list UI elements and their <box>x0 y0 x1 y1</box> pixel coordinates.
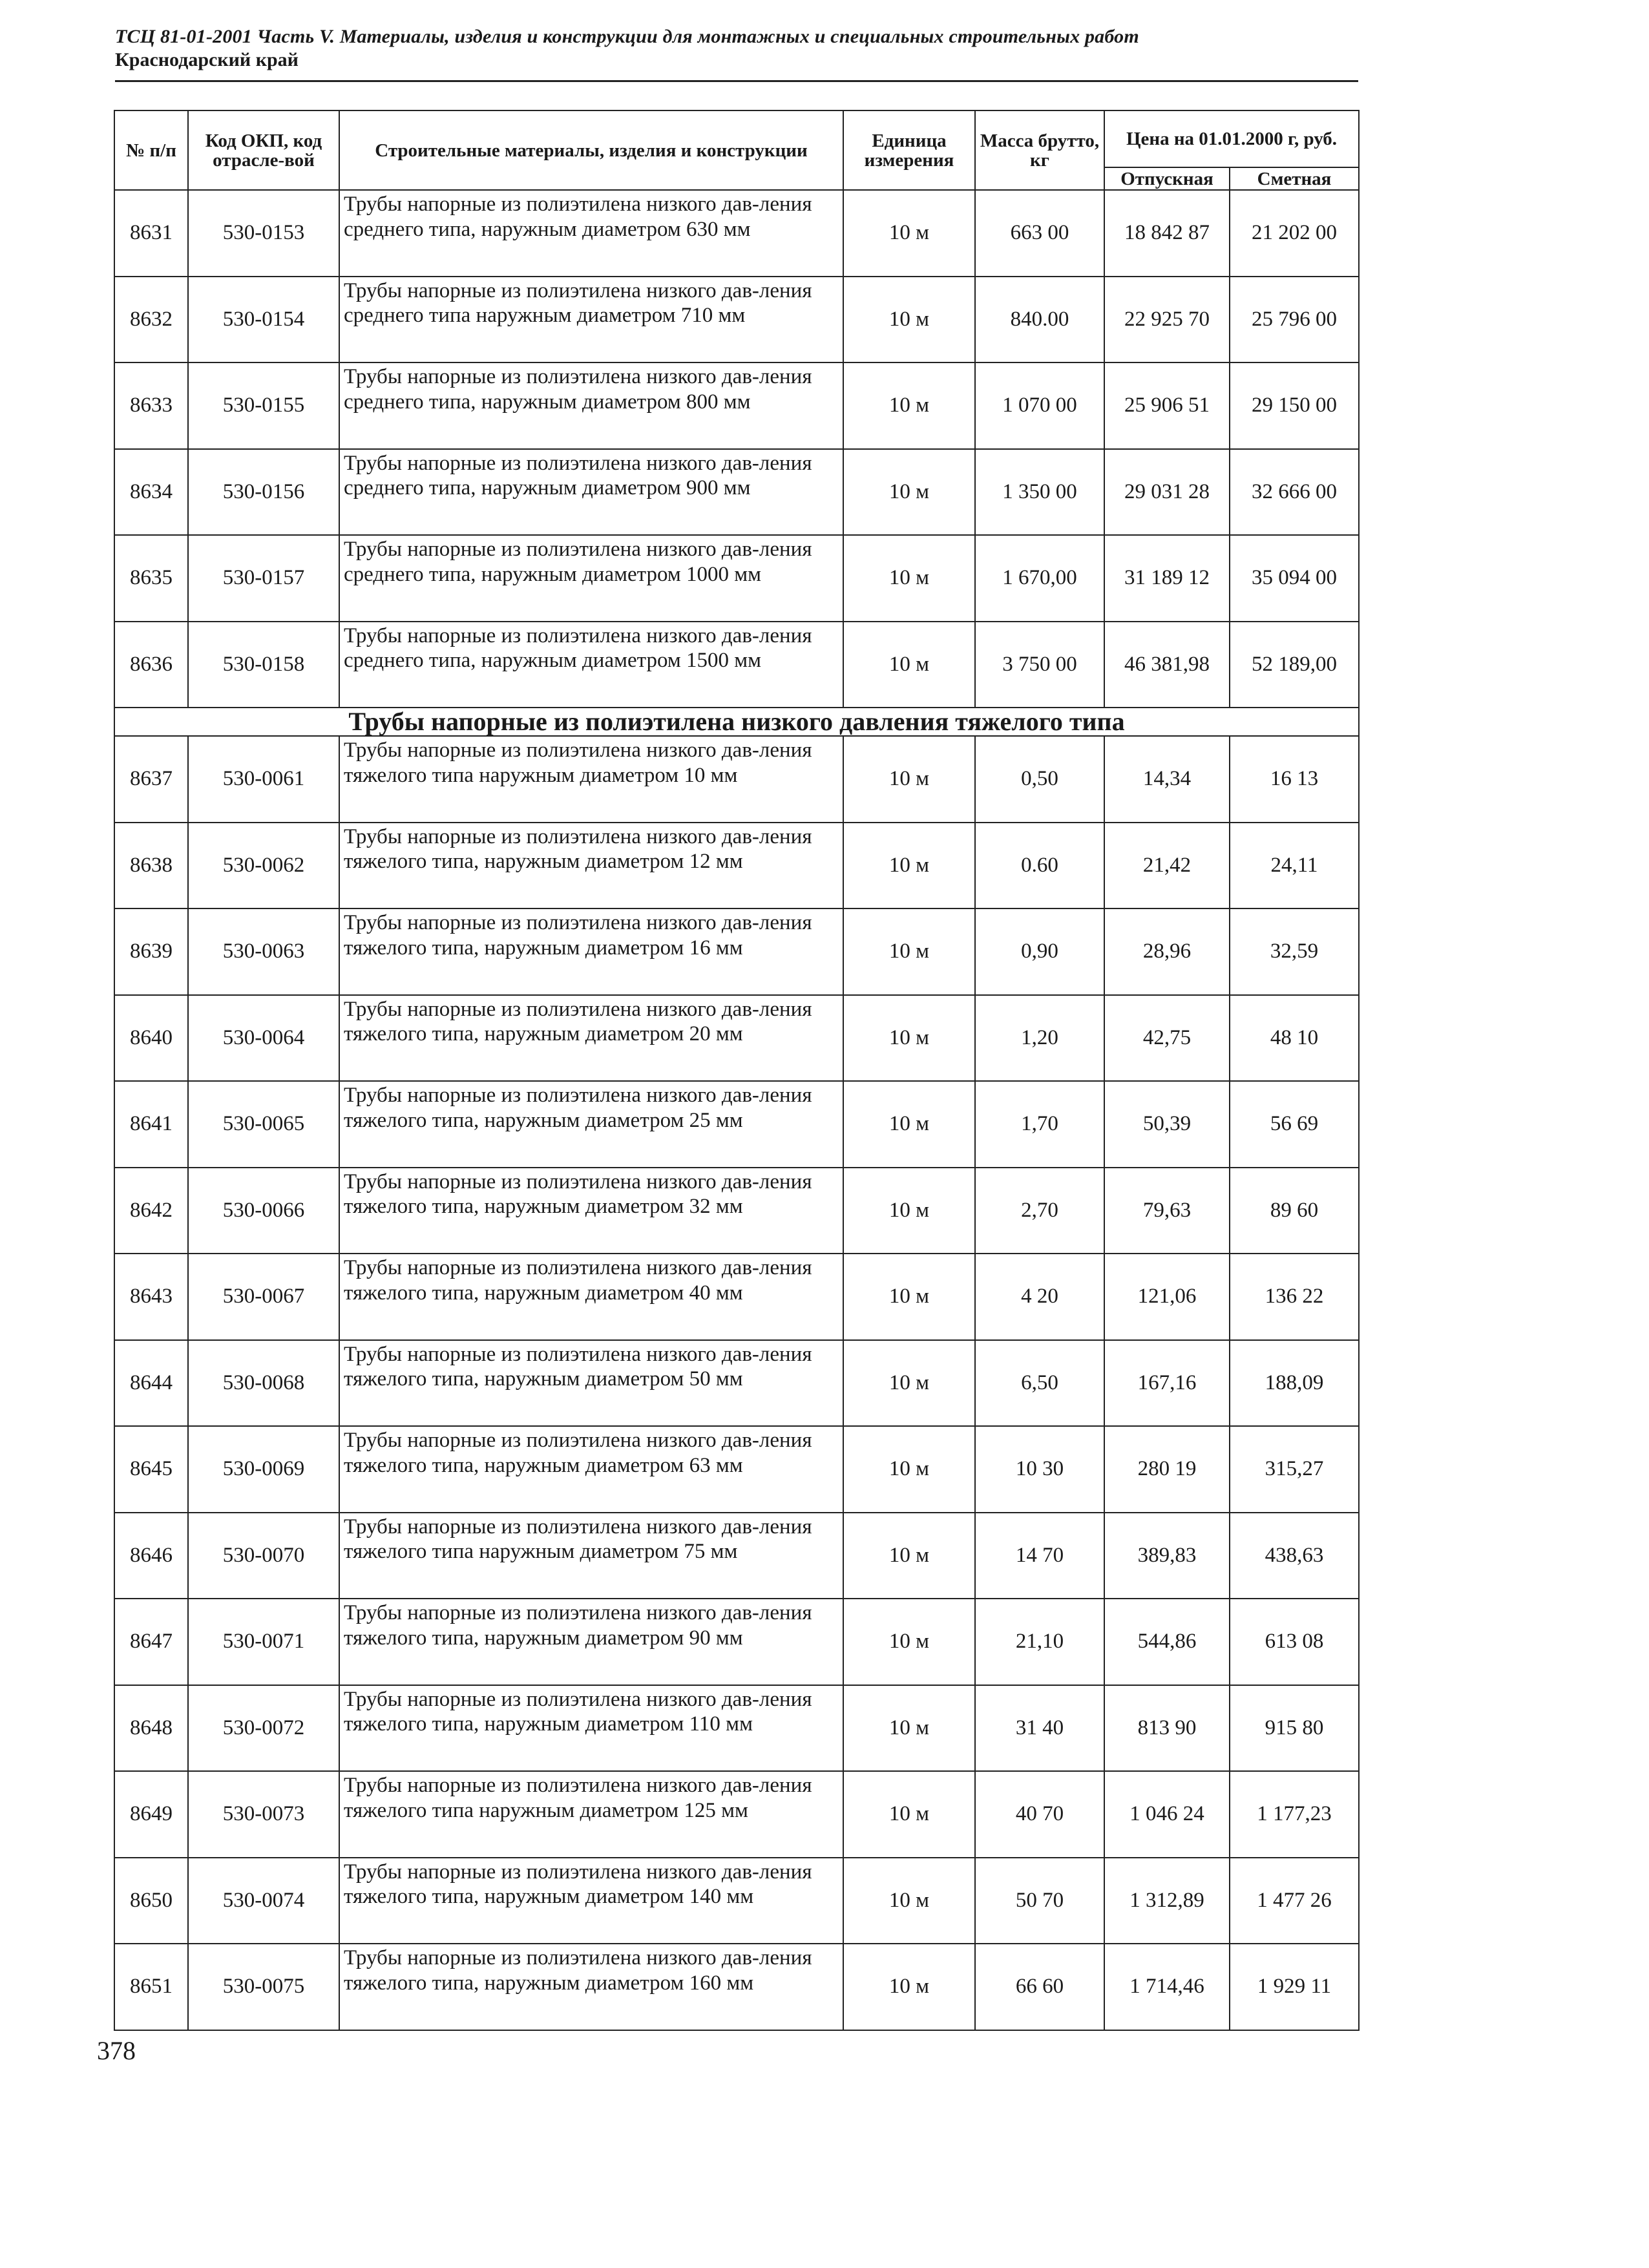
table-row <box>114 1944 1359 2030</box>
cell-price-estimate: 89 60 <box>1230 1168 1359 1254</box>
cell-unit: 10 м <box>843 1168 975 1254</box>
cell-unit: 10 м <box>843 449 975 536</box>
table-row <box>114 277 1359 363</box>
cell-name: Трубы напорные из полиэтилена низкого дав-ления тяжелого типа наружным диаметром 75 мм <box>339 1513 843 1599</box>
cell-price-estimate: 438,63 <box>1230 1513 1359 1599</box>
cell-unit: 10 м <box>843 1771 975 1858</box>
table-row <box>114 1513 1359 1599</box>
cell-mass: 2,70 <box>975 1168 1104 1254</box>
cell-price-estimate: 29 150 00 <box>1230 362 1359 449</box>
cell-price-estimate: 1 477 26 <box>1230 1858 1359 1944</box>
cell-price-release: 544,86 <box>1104 1599 1230 1685</box>
table-row <box>114 1426 1359 1513</box>
cell-name: Трубы напорные из полиэтилена низкого дав-ления тяжелого типа, наружным диаметром 110 мм <box>339 1685 843 1772</box>
table-body-heavy-type <box>114 736 1359 2030</box>
document-title: ТСЦ 81-01-2001 Часть V. Материалы, изделия и конструкции для монтажных и специальных строительных работ <box>115 26 1139 47</box>
cell-mass: 21,10 <box>975 1599 1104 1685</box>
cell-unit: 10 м <box>843 535 975 622</box>
cell-name: Трубы напорные из полиэтилена низкого дав-ления среднего типа, наружным диаметром 1000 мм <box>339 535 843 622</box>
table-row <box>114 1858 1359 1944</box>
cell-mass: 1 670,00 <box>975 535 1104 622</box>
cell-price-estimate: 32,59 <box>1230 908 1359 995</box>
cell-price-estimate: 613 08 <box>1230 1599 1359 1685</box>
cell-unit: 10 м <box>843 1426 975 1513</box>
cell-code: 530-0075 <box>188 1944 339 2030</box>
cell-code: 530-0063 <box>188 908 339 995</box>
cell-price-release: 121,06 <box>1104 1254 1230 1340</box>
table-row <box>114 535 1359 622</box>
cell-num: 8633 <box>114 362 188 449</box>
cell-price-release: 280 19 <box>1104 1426 1230 1513</box>
cell-unit: 10 м <box>843 1599 975 1685</box>
cell-code: 530-0066 <box>188 1168 339 1254</box>
table-row <box>114 1168 1359 1254</box>
column-header-code: Код ОКП, код отрасле-вой <box>188 110 339 190</box>
cell-mass: 0,50 <box>975 736 1104 823</box>
cell-price-estimate: 915 80 <box>1230 1685 1359 1772</box>
cell-code: 530-0073 <box>188 1771 339 1858</box>
cell-mass: 40 70 <box>975 1771 1104 1858</box>
cell-num: 8632 <box>114 277 188 363</box>
column-header-num: № п/п <box>114 110 188 190</box>
table-header <box>114 110 1359 190</box>
cell-num: 8636 <box>114 622 188 708</box>
region-subtitle: Краснодарский край <box>115 49 299 70</box>
table-row <box>114 1771 1359 1858</box>
page-number: 378 <box>97 2036 136 2065</box>
cell-code: 530-0067 <box>188 1254 339 1340</box>
column-header-price-group: Цена на 01.01.2000 г, руб. <box>1104 110 1359 167</box>
cell-name: Трубы напорные из полиэтилена низкого дав-ления тяжелого типа, наружным диаметром 20 мм <box>339 995 843 1082</box>
cell-name: Трубы напорные из полиэтилена низкого дав-ления среднего типа, наружным диаметром 630 мм <box>339 190 843 277</box>
table-row <box>114 736 1359 823</box>
cell-mass: 4 20 <box>975 1254 1104 1340</box>
cell-unit: 10 м <box>843 823 975 909</box>
cell-price-release: 28,96 <box>1104 908 1230 995</box>
cell-unit: 10 м <box>843 908 975 995</box>
section-title: Трубы напорные из полиэтилена низкого давления тяжелого типа <box>114 708 1359 736</box>
cell-name: Трубы напорные из полиэтилена низкого дав-ления тяжелого типа, наружным диаметром 25 мм <box>339 1081 843 1168</box>
cell-unit: 10 м <box>843 736 975 823</box>
cell-name: Трубы напорные из полиэтилена низкого дав-ления тяжелого типа, наружным диаметром 40 мм <box>339 1254 843 1340</box>
price-table <box>114 110 1360 2031</box>
cell-num: 8639 <box>114 908 188 995</box>
cell-unit: 10 м <box>843 277 975 363</box>
cell-price-release: 18 842 87 <box>1104 190 1230 277</box>
cell-num: 8648 <box>114 1685 188 1772</box>
cell-num: 8650 <box>114 1858 188 1944</box>
cell-price-release: 22 925 70 <box>1104 277 1230 363</box>
cell-mass: 66 60 <box>975 1944 1104 2030</box>
cell-unit: 10 м <box>843 1685 975 1772</box>
cell-num: 8643 <box>114 1254 188 1340</box>
cell-price-release: 42,75 <box>1104 995 1230 1082</box>
cell-name: Трубы напорные из полиэтилена низкого дав-ления тяжелого типа, наружным диаметром 160 мм <box>339 1944 843 2030</box>
cell-mass: 0,90 <box>975 908 1104 995</box>
cell-name: Трубы напорные из полиэтилена низкого дав-ления среднего типа, наружным диаметром 1500 мм <box>339 622 843 708</box>
table-row <box>114 823 1359 909</box>
cell-mass: 1,20 <box>975 995 1104 1082</box>
table-section <box>114 708 1359 736</box>
page-header <box>115 26 1356 71</box>
cell-price-release: 46 381,98 <box>1104 622 1230 708</box>
cell-num: 8637 <box>114 736 188 823</box>
cell-code: 530-0155 <box>188 362 339 449</box>
cell-num: 8649 <box>114 1771 188 1858</box>
cell-unit: 10 м <box>843 1254 975 1340</box>
cell-code: 530-0072 <box>188 1685 339 1772</box>
table-row <box>114 995 1359 1082</box>
table-row <box>114 449 1359 536</box>
cell-price-release: 21,42 <box>1104 823 1230 909</box>
table-body-medium-type <box>114 190 1359 708</box>
table-row <box>114 1340 1359 1427</box>
table-row <box>114 1599 1359 1685</box>
cell-price-estimate: 32 666 00 <box>1230 449 1359 536</box>
cell-num: 8634 <box>114 449 188 536</box>
cell-price-release: 813 90 <box>1104 1685 1230 1772</box>
cell-code: 530-0068 <box>188 1340 339 1427</box>
column-header-price-release: Отпускная <box>1104 167 1230 190</box>
cell-name: Трубы напорные из полиэтилена низкого дав-ления тяжелого типа, наружным диаметром 90 мм <box>339 1599 843 1685</box>
cell-num: 8646 <box>114 1513 188 1599</box>
cell-code: 530-0070 <box>188 1513 339 1599</box>
cell-mass: 31 40 <box>975 1685 1104 1772</box>
cell-price-estimate: 25 796 00 <box>1230 277 1359 363</box>
cell-unit: 10 м <box>843 1081 975 1168</box>
cell-code: 530-0158 <box>188 622 339 708</box>
table-row <box>114 1254 1359 1340</box>
cell-price-release: 25 906 51 <box>1104 362 1230 449</box>
cell-code: 530-0069 <box>188 1426 339 1513</box>
cell-price-estimate: 24,11 <box>1230 823 1359 909</box>
cell-price-release: 1 312,89 <box>1104 1858 1230 1944</box>
table-row <box>114 190 1359 277</box>
cell-code: 530-0153 <box>188 190 339 277</box>
cell-code: 530-0157 <box>188 535 339 622</box>
cell-unit: 10 м <box>843 622 975 708</box>
cell-name: Трубы напорные из полиэтилена низкого дав-ления тяжелого типа наружным диаметром 125 мм <box>339 1771 843 1858</box>
cell-unit: 10 м <box>843 1340 975 1427</box>
table-row <box>114 908 1359 995</box>
cell-unit: 10 м <box>843 1944 975 2030</box>
cell-num: 8641 <box>114 1081 188 1168</box>
cell-mass: 3 750 00 <box>975 622 1104 708</box>
cell-unit: 10 м <box>843 995 975 1082</box>
cell-price-estimate: 188,09 <box>1230 1340 1359 1427</box>
cell-unit: 10 м <box>843 362 975 449</box>
cell-price-estimate: 21 202 00 <box>1230 190 1359 277</box>
cell-name: Трубы напорные из полиэтилена низкого дав-ления среднего типа наружным диаметром 710 мм <box>339 277 843 363</box>
cell-num: 8640 <box>114 995 188 1082</box>
cell-mass: 50 70 <box>975 1858 1104 1944</box>
cell-code: 530-0074 <box>188 1858 339 1944</box>
cell-mass: 14 70 <box>975 1513 1104 1599</box>
table-row <box>114 362 1359 449</box>
cell-name: Трубы напорные из полиэтилена низкого дав-ления тяжелого типа, наружным диаметром 63 мм <box>339 1426 843 1513</box>
cell-price-estimate: 315,27 <box>1230 1426 1359 1513</box>
cell-unit: 10 м <box>843 1858 975 1944</box>
cell-price-release: 389,83 <box>1104 1513 1230 1599</box>
table-row <box>114 622 1359 708</box>
table-row <box>114 1685 1359 1772</box>
cell-mass: 840.00 <box>975 277 1104 363</box>
column-header-unit: Единица измерения <box>843 110 975 190</box>
cell-num: 8647 <box>114 1599 188 1685</box>
cell-price-release: 50,39 <box>1104 1081 1230 1168</box>
cell-mass: 1,70 <box>975 1081 1104 1168</box>
cell-price-release: 29 031 28 <box>1104 449 1230 536</box>
column-header-price-estimate: Сметная <box>1230 167 1359 190</box>
cell-price-estimate: 1 177,23 <box>1230 1771 1359 1858</box>
cell-price-estimate: 56 69 <box>1230 1081 1359 1168</box>
cell-mass: 10 30 <box>975 1426 1104 1513</box>
cell-num: 8638 <box>114 823 188 909</box>
cell-price-estimate: 16 13 <box>1230 736 1359 823</box>
cell-mass: 0.60 <box>975 823 1104 909</box>
cell-price-release: 31 189 12 <box>1104 535 1230 622</box>
table-row <box>114 1081 1359 1168</box>
cell-price-estimate: 136 22 <box>1230 1254 1359 1340</box>
cell-price-estimate: 1 929 11 <box>1230 1944 1359 2030</box>
cell-name: Трубы напорные из полиэтилена низкого дав-ления тяжелого типа, наружным диаметром 140 мм <box>339 1858 843 1944</box>
cell-code: 530-0061 <box>188 736 339 823</box>
cell-price-release: 167,16 <box>1104 1340 1230 1427</box>
cell-price-release: 1 714,46 <box>1104 1944 1230 2030</box>
cell-mass: 1 070 00 <box>975 362 1104 449</box>
cell-num: 8644 <box>114 1340 188 1427</box>
cell-price-estimate: 35 094 00 <box>1230 535 1359 622</box>
cell-mass: 6,50 <box>975 1340 1104 1427</box>
cell-num: 8635 <box>114 535 188 622</box>
cell-name: Трубы напорные из полиэтилена низкого дав-ления тяжелого типа, наружным диаметром 12 мм <box>339 823 843 909</box>
cell-name: Трубы напорные из полиэтилена низкого дав-ления тяжелого типа наружным диаметром 10 мм <box>339 736 843 823</box>
cell-code: 530-0065 <box>188 1081 339 1168</box>
cell-price-estimate: 52 189,00 <box>1230 622 1359 708</box>
cell-price-release: 1 046 24 <box>1104 1771 1230 1858</box>
header-divider <box>115 80 1358 82</box>
column-header-name: Строительные материалы, изделия и конструкции <box>339 110 843 190</box>
cell-name: Трубы напорные из полиэтилена низкого дав-ления среднего типа, наружным диаметром 900 мм <box>339 449 843 536</box>
cell-mass: 1 350 00 <box>975 449 1104 536</box>
cell-code: 530-0154 <box>188 277 339 363</box>
cell-code: 530-0156 <box>188 449 339 536</box>
cell-code: 530-0062 <box>188 823 339 909</box>
cell-name: Трубы напорные из полиэтилена низкого дав-ления тяжелого типа, наружным диаметром 16 мм <box>339 908 843 995</box>
cell-unit: 10 м <box>843 190 975 277</box>
cell-num: 8651 <box>114 1944 188 2030</box>
column-header-mass: Масса брутто, кг <box>975 110 1104 190</box>
cell-price-release: 79,63 <box>1104 1168 1230 1254</box>
cell-num: 8631 <box>114 190 188 277</box>
cell-num: 8645 <box>114 1426 188 1513</box>
cell-price-release: 14,34 <box>1104 736 1230 823</box>
cell-mass: 663 00 <box>975 190 1104 277</box>
cell-code: 530-0064 <box>188 995 339 1082</box>
cell-num: 8642 <box>114 1168 188 1254</box>
cell-unit: 10 м <box>843 1513 975 1599</box>
cell-price-estimate: 48 10 <box>1230 995 1359 1082</box>
cell-name: Трубы напорные из полиэтилена низкого дав-ления среднего типа, наружным диаметром 800 мм <box>339 362 843 449</box>
cell-name: Трубы напорные из полиэтилена низкого дав-ления тяжелого типа, наружным диаметром 50 мм <box>339 1340 843 1427</box>
cell-name: Трубы напорные из полиэтилена низкого дав-ления тяжелого типа, наружным диаметром 32 мм <box>339 1168 843 1254</box>
cell-code: 530-0071 <box>188 1599 339 1685</box>
